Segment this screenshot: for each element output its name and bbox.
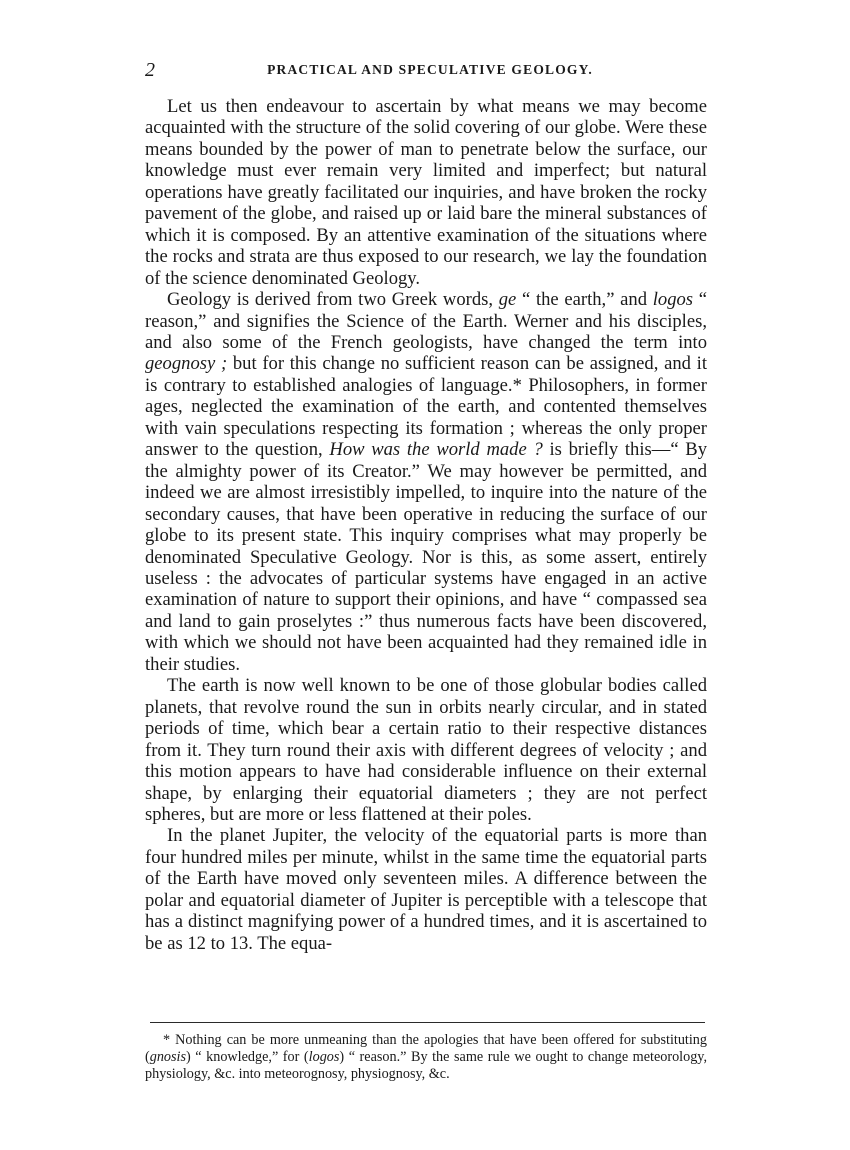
paragraph-2: Geology is derived from two Greek words, ge “ the earth,” and logos “ reason,” and signifies the Science of the Earth. Werner and his disciples, and also some of the French geologists, have changed the term into geognosy ; but for this change no sufficient reason can be assigned, and it is contrary to established analogies of language.* Philosophers, in former ages, neglected the examination of the earth, and contented themselves with vain speculations respecting its formation ; whereas the only proper answer to the question, How was the world made ? is briefly this—“ By the almighty power of its Creator.” We may however be permitted, and indeed we are almost irresistibly impelled, to inquire into the nature of the secondary causes, that have been operative in reducing the surface of our globe to its present state. This inquiry comprises what may properly be denominated Speculative Geology. Nor is this, as some assert, entirely useless : the advocates of particular systems have engaged in an active examination of nature to support their opinions, and have “ compassed sea and land to gain proselytes :” thus numerous facts have been discovered, with which we should not have been acquainted had they remained idle in their studies.: [145, 289, 708, 675]
footnote-word-logos: logos: [308, 1049, 340, 1065]
body-text: [145, 96, 707, 954]
paragraph-3: The earth is now well known to be one of those globular bodies called planets, that revolve round the sun in orbits nearly circular, and in stated periods of time, which bear a certain ratio to their respective distances from it. They turn round their axis with different degrees of velocity ; and this motion appears to have had considerable influence on their external shape, by enlarging their equatorial diameters ; they are not perfect spheres, but are more or less flattened at their poles.: [145, 675, 707, 825]
paragraph-1: Let us then endeavour to ascertain by what means we may become acquainted with the structure of the solid covering of our globe. Were these means bounded by the power of man to penetrate below the surface, our knowledge must ever remain very limited and imperfect; but natural operations have greatly facilitated our inquiries, and have broken the rocky pavement of the globe, and raised up or laid bare the mineral substances of which it is composed. By an attentive examination of the situations where the rocks and strata are thus exposed to our research, we lay the foundation of the science denominated Geology.: [145, 96, 707, 289]
greek-word-ge: ge: [498, 289, 517, 311]
footnote-text: * Nothing can be more unmeaning than the apologies that have been offered for substituting (gnosis) “ knowledge,” for (logos) “ reason.” By the same rule we ought to change meteorology, physiology, &c. into meteorognosy, physiognosy, &c.: [145, 1032, 708, 1082]
page-number: 2: [145, 59, 155, 81]
paragraph-4: In the planet Jupiter, the velocity of the equatorial parts is more than four hundred miles per minute, whilst in the same time the equatorial parts of the Earth have moved only seventeen miles. A difference between the polar and equatorial diameter of Jupiter is perceptible with a telescope that has a distinct magnifying power of a hundred times, and it is ascertained to be as 12 to 13. The equa-: [145, 825, 707, 954]
footnote-rule: [150, 1022, 705, 1023]
footnote-word-gnosis: gnosis: [149, 1049, 186, 1065]
running-head: [145, 58, 715, 82]
greek-word-logos: logos: [652, 289, 694, 311]
footnote: [145, 1032, 707, 1083]
term-geognosy: geognosy ;: [145, 353, 228, 375]
question-text: How was the world made ?: [329, 439, 543, 461]
running-title: PRACTICAL AND SPECULATIVE GEOLOGY.: [267, 62, 593, 77]
